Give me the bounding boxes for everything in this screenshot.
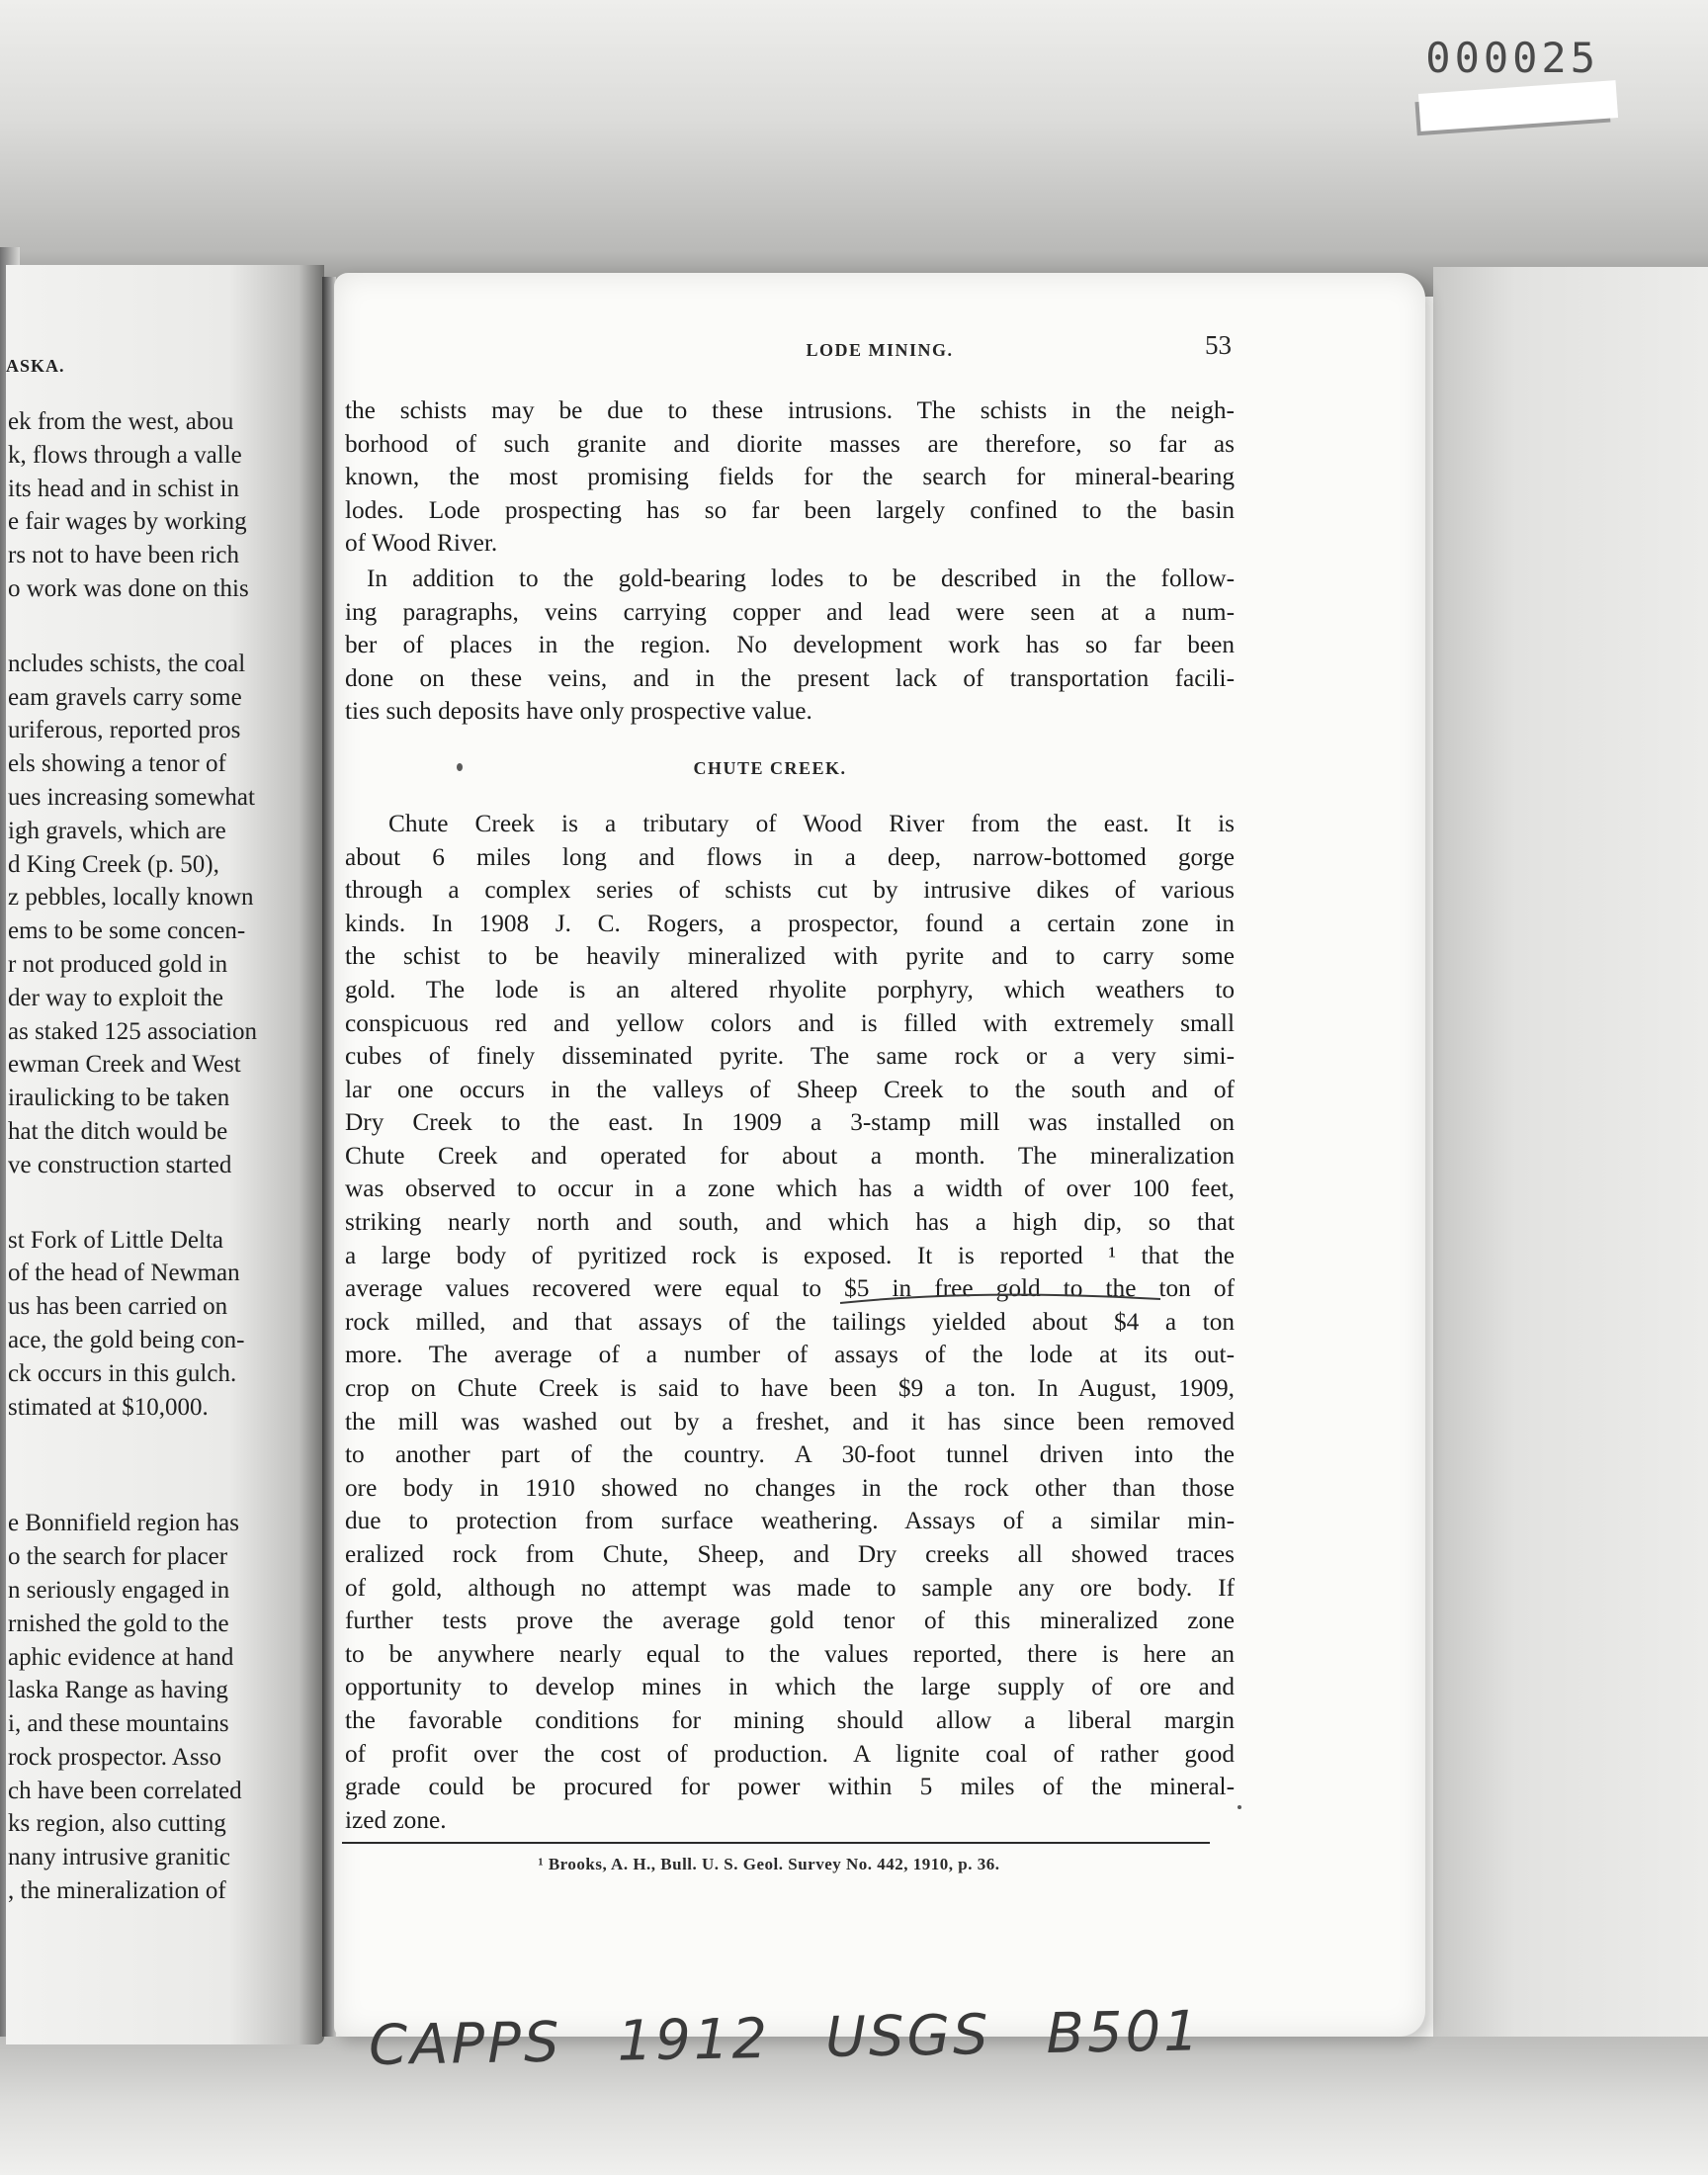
left-text-line: d King Creek (p. 50),	[8, 850, 219, 878]
section-heading: CHUTE CREEK.	[693, 757, 847, 778]
scan-right-margin	[1433, 267, 1708, 2046]
left-text-line: as staked 125 association	[8, 1017, 258, 1045]
archive-stamp-number: 000025	[1425, 34, 1599, 82]
left-text-line: els showing a tenor of	[8, 750, 226, 778]
left-text-line: ch have been correlated	[8, 1777, 242, 1804]
left-text-line	[8, 1424, 324, 1465]
text-line: of gold, although no attempt was made to sample any ore body. If	[345, 1573, 1235, 1602]
left-text-line: e Bonnifield region has	[8, 1510, 239, 1537]
text-line: Dry Creek to the east. In 1909 a 3-stamp mill was installed on	[345, 1108, 1235, 1137]
left-text-line: uriferous, reported pros	[8, 717, 241, 744]
left-page	[6, 265, 324, 2044]
text-line: ing paragraphs, veins carrying copper and lead were seen at a num-	[345, 597, 1235, 626]
text-line: done on these veins, and in the present lack of transportation facili-	[345, 663, 1235, 692]
left-text-line: hat the ditch would be	[8, 1117, 228, 1145]
left-text-line: stimated at $10,000.	[8, 1393, 209, 1421]
scan-speck	[457, 763, 463, 771]
text-line: lar one occurs in the valleys of Sheep Creek to the south and of	[345, 1075, 1235, 1103]
text-line: to be anywhere nearly equal to the values reported, there is here an	[345, 1639, 1235, 1668]
text-line: ore body in 1910 showed no changes in the rock other than those	[345, 1473, 1235, 1502]
left-text-line: us has been carried on	[8, 1293, 228, 1321]
scan-speck	[1238, 1805, 1241, 1809]
page-body	[345, 394, 1235, 1837]
paragraph	[345, 808, 1235, 1837]
left-text-line: n seriously engaged in	[8, 1576, 230, 1604]
text-line: grade could be procured for power within 5 miles of the mineral-	[345, 1773, 1235, 1801]
left-text-line: ncludes schists, the coal	[8, 650, 246, 677]
text-line: through a complex series of schists cut by intrusive dikes of various	[345, 876, 1235, 905]
text-line: In addition to the gold-bearing lodes to be described in the follow-	[367, 564, 1235, 592]
text-line: known, the most promising fields for the search for mineral-bearing	[345, 463, 1235, 491]
left-text-line: rock prospector. Asso	[8, 1743, 221, 1771]
left-text-line: iraulicking to be taken	[8, 1085, 230, 1112]
left-text-line: i, and these mountains	[8, 1710, 229, 1738]
text-line: ties such deposits have only prospective value.	[345, 697, 812, 726]
left-text-line: r not produced gold in	[8, 950, 228, 978]
running-head: LODE MINING.	[806, 340, 954, 360]
left-text-line: ems to be some concen-	[8, 917, 246, 945]
left-text-line: nany intrusive granitic	[8, 1844, 230, 1871]
left-text-line: ck occurs in this gulch.	[8, 1359, 237, 1387]
handwritten-word: USGS	[824, 2002, 992, 2070]
text-line: ized zone.	[345, 1805, 447, 1834]
pencil-underline-mark	[838, 1289, 1164, 1307]
handwritten-word: 1912	[616, 2006, 771, 2074]
text-line: the favorable conditions for mining should allow a liberal margin	[345, 1705, 1235, 1734]
left-text-line	[8, 606, 324, 648]
text-line: eralized rock from Chute, Sheep, and Dry creeks all showed traces	[345, 1540, 1235, 1568]
left-text-line: ues increasing somewhat	[8, 783, 255, 811]
text-line: due to protection from surface weathering. Assays of a similar min-	[345, 1507, 1235, 1535]
text-line: of profit over the cost of production. A lignite coal of rather good	[345, 1739, 1235, 1768]
text-line: average values recovered were equal to $5 in free gold to the ton of	[345, 1274, 1235, 1303]
left-text-line: its head and in schist in	[8, 475, 239, 502]
left-text-line: rs not to have been rich	[8, 542, 239, 569]
text-line: cubes of finely disseminated pyrite. The same rock or a very simi-	[345, 1042, 1235, 1071]
text-line: conspicuous red and yellow colors and is filled with extremely small	[345, 1008, 1235, 1037]
left-text-line: laska Range as having	[8, 1677, 228, 1704]
text-line: gold. The lode is an altered rhyolite porphyry, which weathers to	[345, 975, 1235, 1003]
text-line: striking nearly north and south, and which has a high dip, so that	[345, 1208, 1235, 1237]
text-line: crop on Chute Creek is said to have been $9 a ton. In August, 1909,	[345, 1374, 1235, 1403]
left-text-line: aphic evidence at hand	[8, 1643, 234, 1671]
left-text-line: ace, the gold being con-	[8, 1326, 245, 1353]
left-text-line: k, flows through a valle	[8, 441, 242, 469]
right-page	[334, 273, 1425, 2037]
left-page-text	[8, 405, 324, 1908]
footnote: ¹ Brooks, A. H., Bull. U. S. Geol. Survey No. 442, 1910, p. 36.	[538, 1855, 1000, 1873]
text-line: kinds. In 1908 J. C. Rogers, a prospector, found a certain zone in	[345, 909, 1235, 937]
left-text-line: o work was done on this	[8, 574, 249, 602]
footnote-rule	[342, 1842, 1210, 1844]
text-line: Chute Creek is a tributary of Wood River from the east. It is	[388, 809, 1235, 837]
left-text-line: z pebbles, locally known	[8, 884, 254, 912]
left-text-line: st Fork of Little Delta	[8, 1226, 224, 1254]
left-running-head: ASKA.	[6, 356, 65, 376]
text-line: rock milled, and that assays of the tailings yielded about $4 a ton	[345, 1307, 1235, 1336]
left-text-line: ek from the west, abou	[8, 408, 234, 435]
left-text-line: of the head of Newman	[8, 1260, 240, 1287]
left-text-line	[8, 1182, 324, 1224]
handwritten-word: B501	[1045, 1999, 1203, 2067]
text-line: Chute Creek and operated for about a month. The mineralization	[345, 1141, 1235, 1170]
left-text-line: o the search for placer	[8, 1543, 228, 1571]
text-line: the schist to be heavily mineralized with pyrite and to carry some	[345, 942, 1235, 971]
left-text-line: der way to exploit the	[8, 984, 223, 1011]
paragraph	[345, 563, 1235, 729]
text-line: a large body of pyritized rock is exposed. It is reported ¹ that the	[345, 1241, 1235, 1269]
paragraph	[345, 394, 1235, 561]
left-text-line: eam gravels carry some	[8, 683, 242, 711]
text-line: the mill was washed out by a freshet, and it has since been removed	[345, 1407, 1235, 1436]
left-text-line	[8, 1465, 324, 1507]
text-line: opportunity to develop mines in which the large supply of ore and	[345, 1673, 1235, 1701]
left-text-line: igh gravels, which are	[8, 817, 226, 844]
text-line: about 6 miles long and flows in a deep, narrow-bottomed gorge	[345, 842, 1235, 871]
left-text-line: ks region, also cutting	[8, 1810, 226, 1838]
text-line: lodes. Lode prospecting has so far been largely confined to the basin	[345, 495, 1235, 524]
text-line: borhood of such granite and diorite masses are therefore, so far as	[345, 429, 1235, 458]
text-line: further tests prove the average gold tenor of this mineralized zone	[345, 1607, 1235, 1635]
text-line: was observed to occur in a zone which has a width of over 100 feet,	[345, 1174, 1235, 1203]
left-text-line: ewman Creek and West	[8, 1051, 241, 1079]
handwritten-word: CAPPS	[368, 2010, 563, 2078]
left-text-line: , the mineralization of	[8, 1877, 226, 1905]
left-text-line: ve construction started	[8, 1151, 232, 1178]
left-text-line: e fair wages by working	[8, 508, 247, 536]
text-line: more. The average of a number of assays of the lode at its out-	[345, 1341, 1235, 1369]
text-line: ber of places in the region. No development work has so far been	[345, 631, 1235, 659]
text-line: the schists may be due to these intrusions. The schists in the neigh-	[345, 396, 1235, 424]
text-line: of Wood River.	[345, 529, 498, 558]
left-text-line: rnished the gold to the	[8, 1610, 229, 1637]
page-number: 53	[1205, 330, 1232, 360]
text-line: to another part of the country. A 30-foot tunnel driven into the	[345, 1440, 1235, 1469]
